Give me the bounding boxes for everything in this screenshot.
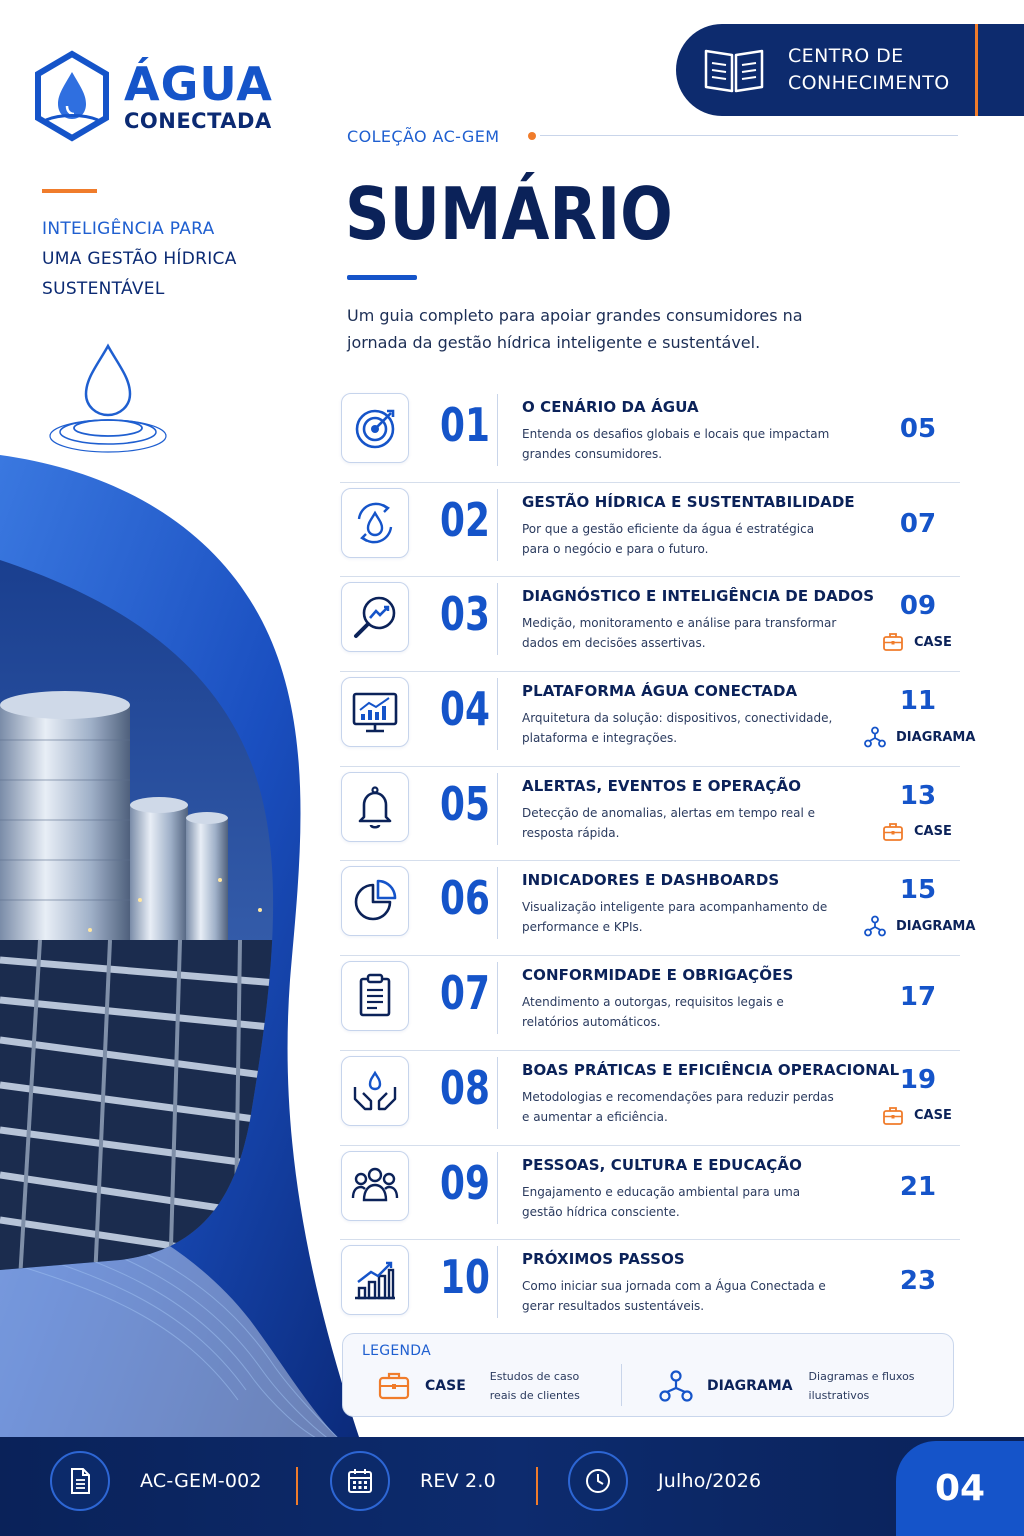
collection-label: COLEÇÃO AC-GEM [347,127,500,146]
footer-rev-text: REV 2.0 [420,1470,496,1492]
toc-icon-box [341,488,409,558]
toc-icon-box [341,866,409,936]
toc-chapter-desc: Medição, monitoramento e análise para transformar dados em decisões assertivas. [522,616,837,651]
footer-code-text: AC-GEM-002 [140,1470,262,1492]
pie-chart-icon [349,875,401,927]
footer-divider [296,1467,298,1505]
tagline-line-2: UMA GESTÃO HÍDRICA [42,249,237,269]
water-cycle-icon [349,497,401,549]
toc-chapter-number: 08 [440,1060,490,1115]
toc-row[interactable] [340,956,960,1051]
collection-dot [528,132,536,140]
toc-chapter-number: 04 [440,682,490,737]
toc-row[interactable] [340,483,960,578]
hands-drop-icon [349,1065,401,1117]
toc-page-number[interactable]: 17 [899,982,937,1013]
toc-page-number[interactable]: 11 [899,686,937,717]
toc-divider [497,489,498,561]
toc-icon-box [341,677,409,747]
toc-row[interactable] [340,1146,960,1241]
toc-icon-box [341,393,409,463]
toc-chapter-title[interactable]: PLATAFORMA ÁGUA CONECTADA [522,682,798,701]
footer-date-text: Julho/2026 [658,1470,762,1492]
page-number: 04 [896,1441,1024,1536]
calendar-icon [345,1466,375,1496]
toc-tag-case [882,631,952,653]
toc-row[interactable] [340,1051,960,1146]
diagram-nodes-icon [864,726,886,748]
toc-chapter-title[interactable]: PESSOAS, CULTURA E EDUCAÇÃO [522,1155,802,1174]
brand-logo [34,50,273,142]
open-book-icon [702,45,766,95]
diagram-nodes-icon [864,915,886,937]
briefcase-icon [377,1369,411,1403]
toc-chapter-number: 05 [440,776,490,831]
water-drop-ripple-icon [48,342,168,457]
legend-box [342,1333,954,1417]
toc-chapter-desc: Engajamento e educação ambiental para uma gestão hídrica consciente. [522,1184,801,1219]
clipboard-icon [349,970,401,1022]
toc-divider [497,678,498,750]
title-underline [347,275,417,280]
tagline-line-3: SUSTENTÁVEL [42,279,165,299]
toc-chapter-number: 09 [440,1155,490,1210]
toc-icon-box [341,582,409,652]
toc-tag-case [882,1105,952,1127]
people-icon [349,1160,401,1212]
toc-chapter-number: 03 [440,587,490,642]
footer-date [568,1451,761,1511]
toc-chapter-title[interactable]: DIAGNÓSTICO E INTELIGÊNCIA DE DADOS [522,587,875,606]
document-icon [65,1466,95,1496]
toc-chapter-desc: Arquitetura da solução: dispositivos, conectividade, plataforma e integrações. [522,711,833,746]
toc-chapter-desc: Metodologias e recomendações para reduzir perdas e aumentar a eficiência. [522,1089,834,1124]
page-footer [0,1437,1024,1536]
legend-divider [621,1364,622,1406]
tagline [42,214,237,304]
toc-chapter-title[interactable]: PRÓXIMOS PASSOS [522,1250,685,1269]
legend-diagram-name: DIAGRAMA [707,1378,793,1394]
footer-doc-code [50,1451,262,1511]
legend-title: LEGENDA [362,1343,432,1359]
footer-divider [536,1467,538,1505]
toc-tag-case [882,821,952,843]
toc-chapter-title[interactable]: GESTÃO HÍDRICA E SUSTENTABILIDADE [522,492,855,511]
toc-page-number[interactable]: 21 [899,1171,937,1202]
toc-row[interactable] [340,388,960,483]
monitor-chart-icon [349,686,401,738]
knowledge-center-badge [676,24,1024,116]
toc-row[interactable] [340,577,960,672]
toc-icon-box [341,961,409,1031]
toc-divider [497,583,498,655]
legend-item-case [377,1367,600,1405]
toc-divider [497,1152,498,1224]
collection-divider [540,135,958,136]
growth-chart-icon [349,1254,401,1306]
magnifier-chart-icon [349,591,401,643]
briefcase-icon [882,631,904,653]
toc-divider [497,394,498,466]
toc-chapter-number: 01 [440,398,490,452]
toc-tag-diagrama [864,726,975,748]
toc-chapter-title[interactable]: CONFORMIDADE E OBRIGAÇÕES [522,966,794,985]
toc-chapter-title[interactable]: ALERTAS, EVENTOS E OPERAÇÃO [522,776,802,795]
toc-chapter-title[interactable]: BOAS PRÁTICAS E EFICIÊNCIA OPERACIONAL [522,1060,900,1079]
toc-tag-label: CASE [914,1108,952,1124]
toc-divider [497,867,498,939]
toc-divider [497,1057,498,1129]
toc-page-number[interactable]: 09 [899,591,937,622]
footer-revision [330,1451,496,1511]
toc-divider [497,962,498,1034]
toc-chapter-title[interactable]: O CENÁRIO DA ÁGUA [522,398,699,416]
toc-chapter-desc: Entenda os desafios globais e locais que impactam grandes consumidores. [522,427,830,461]
toc-icon-box [341,1056,409,1126]
page-title: SUMÁRIO [345,172,673,256]
legend-case-desc: Estudos de caso reais de clientes [489,1370,580,1402]
legend-diagram-desc: Diagramas e fluxos ilustrativos [808,1370,915,1402]
briefcase-icon [882,821,904,843]
tagline-line-1: INTELIGÊNCIA PARA [42,219,215,239]
toc-chapter-number: 02 [440,492,490,547]
briefcase-icon [882,1105,904,1127]
badge-line-1: CENTRO DE [788,45,904,67]
toc-tag-label: DIAGRAMA [896,918,976,934]
toc-row[interactable] [340,1240,960,1335]
target-icon [349,402,401,454]
diagram-nodes-icon [659,1369,693,1403]
toc-chapter-title[interactable]: INDICADORES E DASHBOARDS [522,871,780,890]
table-of-contents [340,388,976,1335]
toc-chapter-desc: Atendimento a outorgas, requisitos legais e relatórios automáticos. [522,995,784,1030]
toc-chapter-desc: Visualização inteligente para acompanhamento de performance e KPIs. [522,900,828,935]
toc-page-number[interactable]: 19 [899,1064,937,1095]
toc-icon-box [341,772,409,842]
toc-chapter-number: 07 [440,966,490,1021]
clock-icon [583,1466,613,1496]
toc-page-number[interactable]: 13 [899,780,937,811]
accent-bar [42,189,97,193]
toc-chapter-desc: Por que a gestão eficiente da água é estratégica para o negócio e para o futuro. [522,521,815,556]
toc-tag-diagrama [864,915,975,937]
brand-subname: CONECTADA [124,108,272,133]
legend-case-name: CASE [425,1378,466,1394]
toc-chapter-desc: Detecção de anomalias, alertas em tempo real e resposta rápida. [522,805,815,840]
legend-item-diagram [659,1367,919,1405]
toc-row[interactable] [340,861,976,956]
toc-chapter-desc: Como iniciar sua jornada com a Água Conectada e gerar resultados sustentáveis. [522,1279,826,1314]
badge-accent-bar [975,24,978,116]
hexagon-drop-logo-icon [34,50,110,142]
toc-icon-box [341,1245,409,1315]
badge-line-2: CONHECIMENTO [788,72,950,94]
toc-tag-label: CASE [914,824,952,840]
toc-divider [497,773,498,845]
toc-page-number[interactable]: 15 [899,875,937,906]
toc-divider [497,1246,498,1318]
toc-row[interactable] [340,672,976,767]
toc-tag-label: DIAGRAMA [896,729,976,745]
toc-row[interactable] [340,767,960,862]
toc-tag-label: CASE [914,634,952,650]
toc-page-number[interactable]: 23 [899,1266,937,1297]
bell-icon [349,781,401,833]
toc-chapter-number: 10 [440,1250,490,1305]
toc-page-number[interactable]: 05 [899,414,937,444]
toc-page-number[interactable]: 07 [899,508,937,539]
toc-chapter-number: 06 [440,871,490,926]
intro-text: Um guia completo para apoiar grandes consumidores na jornada da gestão hídrica inteligente e sustentável. [347,306,803,352]
toc-icon-box [341,1151,409,1221]
brand-name: ÁGUA [124,56,273,111]
